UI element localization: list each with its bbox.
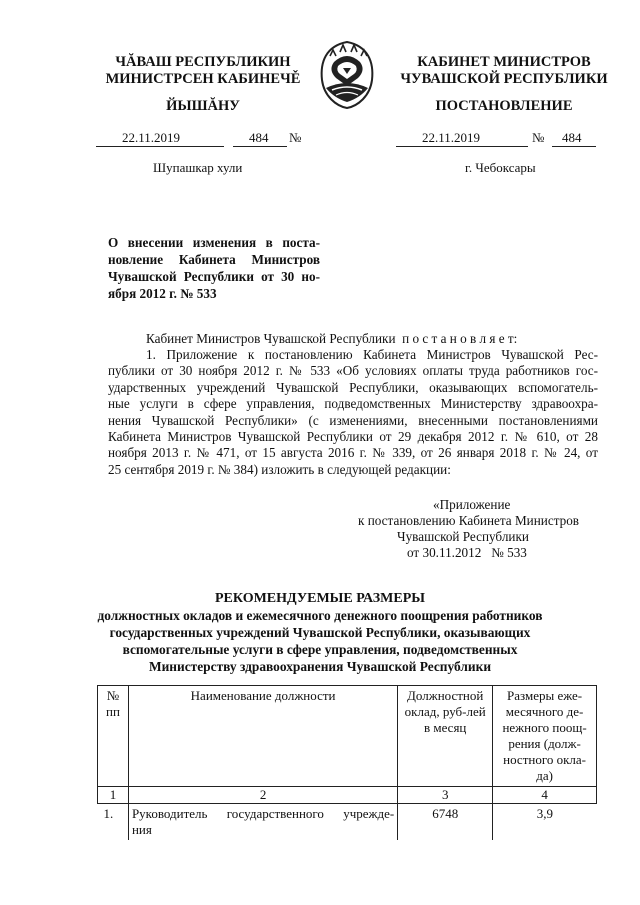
header-right-doctype: ПОСТАНОВЛЕНИЕ xyxy=(435,98,573,114)
salary-table xyxy=(97,685,597,840)
section-subline: Министерству здравоохранения Чувашской Республики xyxy=(148,659,492,674)
left-date: 22.11.2019 xyxy=(122,130,181,145)
appendix-line1: «Приложение xyxy=(433,497,511,512)
section-subline: вспомогательные услуги в сфере управления, подведомственных xyxy=(122,642,518,657)
header-cell-position: Наименование должности xyxy=(128,686,397,787)
paragraph-line: публики от 30 ноября 2012 г. № 533 «Об условиях оплаты труда работников гос- xyxy=(108,363,598,379)
left-number-field xyxy=(233,130,287,147)
title-line: новление Кабинета Министров xyxy=(108,252,320,267)
index-cell: 3 xyxy=(398,787,493,804)
paragraph-line: ные услуги в сфере управления, подведомственных Министерству здравоохра- xyxy=(108,396,598,412)
paragraph-line: 1. Приложение к постановлению Кабинета Министров Чувашской Рес- xyxy=(146,347,598,362)
paragraph-line: ноября 2013 г. № 471, от 15 августа 2016 г. № 339, от 26 января 2018 г. № 24, от xyxy=(108,445,598,461)
section-subline: должностных окладов и ежемесячного денежного поощрения работников xyxy=(97,608,543,623)
row-position xyxy=(128,804,397,841)
header-cell-number: № пп xyxy=(98,686,129,787)
title-line: Чувашской Республики от 30 но- xyxy=(108,269,320,284)
index-cell: 2 xyxy=(128,787,397,804)
appendix-line2: к постановлению Кабинета Министров xyxy=(358,513,580,528)
header-left-org-line1: ЧĂВАШ РЕСПУБЛИКИН xyxy=(115,54,291,70)
row-number: 1. xyxy=(103,806,114,821)
left-date-field xyxy=(96,130,224,147)
table-header-row xyxy=(98,686,597,787)
right-city: г. Чебоксары xyxy=(465,160,536,175)
section-title xyxy=(90,590,550,675)
header-cell-bonus: Размеры еже-месячного де-нежного поощ-рения (долж-ностного окла-да) xyxy=(493,686,597,787)
row-salary: 6748 xyxy=(398,804,493,841)
paragraph-line: Кабинета Министров Чувашской Республики от 29 декабря 2012 г. № 610, от 28 xyxy=(108,429,598,445)
row-bonus: 3,9 xyxy=(536,806,553,821)
section-subline: государственных учреждений Чувашской Республики, оказывающих xyxy=(109,625,531,640)
document-title xyxy=(108,234,320,302)
header-left-org-line2: МИНИСТРСЕН КАБИНЕЧĚ xyxy=(105,71,301,87)
title-line: ября 2012 г. № 533 xyxy=(108,286,217,301)
left-number: 484 xyxy=(249,130,269,145)
right-date-field xyxy=(396,130,528,147)
header-right-org-line1: КАБИНЕТ МИНИСТРОВ xyxy=(417,54,591,70)
paragraph-line: ударственных учреждений Чувашской Республики, оказывающих вспомогатель- xyxy=(108,379,598,395)
section-heading: РЕКОМЕНДУЕМЫЕ РАЗМЕРЫ xyxy=(215,591,425,606)
paragraph-line: нения Чувашской Республики» (с изменениями, внесенными постановлениями xyxy=(108,412,598,428)
title-line: О внесении изменения в поста- xyxy=(108,235,320,250)
table-index-row xyxy=(98,787,597,804)
row-position-line: ния xyxy=(131,822,152,837)
right-date: 22.11.2019 xyxy=(422,130,481,145)
left-city: Шупашкар хули xyxy=(153,160,243,175)
appendix-line3: Чувашской Республики xyxy=(397,529,529,544)
left-number-sign: № xyxy=(289,130,302,145)
row-position-line: Руководитель государственного учрежде- xyxy=(131,806,395,821)
header-cell-salary: Должностной оклад, руб-лей в месяц xyxy=(398,686,493,787)
right-number: 484 xyxy=(562,130,582,145)
index-cell: 4 xyxy=(493,787,597,804)
table-row xyxy=(98,804,597,841)
header-left-doctype: ЙЫШĂНУ xyxy=(166,98,240,114)
index-cell: 1 xyxy=(98,787,129,804)
paragraph-line: 25 сентября 2019 г. № 384) изложить в следующей редакции: xyxy=(108,461,451,477)
paragraph-1 xyxy=(108,347,598,478)
appendix-line4: от 30.11.2012 № 533 xyxy=(407,545,527,560)
right-number-sign: № xyxy=(532,130,545,145)
emblem-icon xyxy=(316,40,378,110)
intro-text: Кабинет Министров Чувашской Республики п о с т а н о в л я е т: xyxy=(146,331,518,346)
header-right-org-line2: ЧУВАШСКОЙ РЕСПУБЛИКИ xyxy=(400,71,608,87)
right-number-field xyxy=(552,130,596,147)
